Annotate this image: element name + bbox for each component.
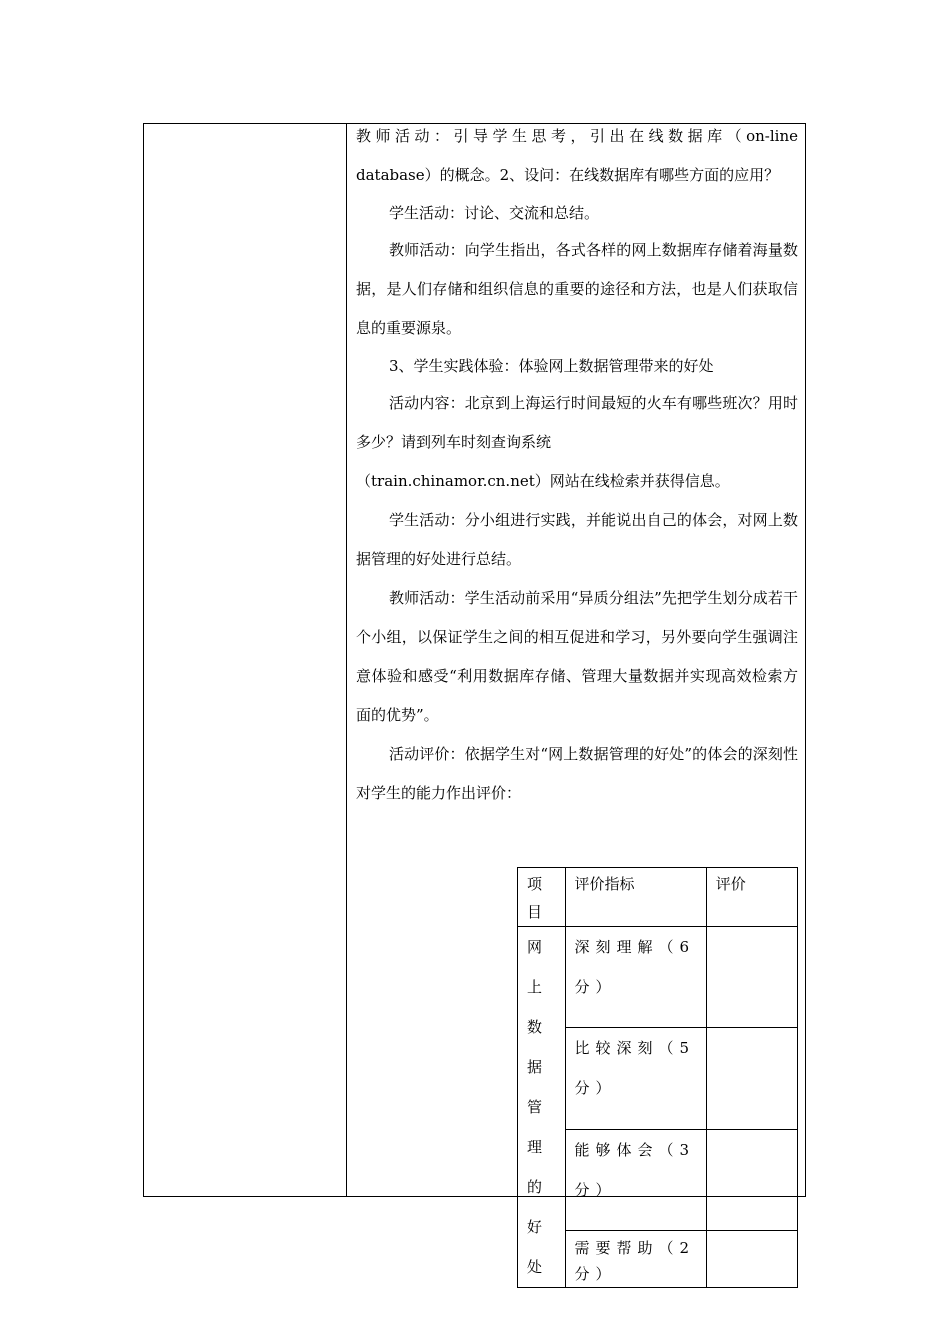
paragraph-activity-content-url: （train.chinamor.cn.net）网站在线检索并获得信息。 [356,472,730,490]
lesson-content [356,117,798,813]
indicator-cell: 比较深刻（5分） [565,1028,706,1129]
header-item: 项目 [518,868,566,927]
paragraph-activity-evaluation: 活动评价：依据学生对“网上数据管理的好处”的体会的深刻性对学生的能力作出评价： [356,745,798,802]
header-indicator: 评价指标 [565,868,706,927]
indicator-cell: 深刻理解（6分） [565,927,706,1028]
paragraph-student-activity-1: 学生活动：讨论、交流和总结。 [389,204,600,222]
indicator-cell: 能够体会（3分） [565,1129,706,1230]
paragraph-practice-heading: 3、学生实践体验：体验网上数据管理带来的好处 [389,357,714,375]
paragraph-teacher-activity-3: 教师活动：学生活动前采用“异质分组法”先把学生划分成若干个小组，以保证学生之间的相互促进和学习，另外要向学生强调注意体验和感受“利用数据库存储、管理大量数据并实现高效检索方面的优势”。 [356,589,798,724]
paragraph-teacher-activity-1b: database）的概念。2、设问：在线数据库有哪些方面的应用？ [356,166,780,184]
paragraph-student-activity-2: 学生活动：分小组进行实践，并能说出自己的体会，对网上数据管理的好处进行总结。 [356,511,798,568]
score-cell [706,927,797,1028]
evaluation-table-header-row [518,868,798,927]
score-cell [706,1231,797,1288]
item-cell: 网上数据管理的好处 [518,927,566,1288]
score-cell [706,1028,797,1129]
header-score: 评价 [706,868,797,927]
score-cell [706,1129,797,1230]
indicator-cell: 需要帮助（2分） [565,1231,706,1288]
evaluation-table [517,867,798,1288]
paragraph-teacher-activity-2: 教师活动：向学生指出，各式各样的网上数据库存储着海量数据，是人们存储和组织信息的重要的途径和方法，也是人们获取信息的重要源泉。 [356,241,798,337]
paragraph-activity-content: 活动内容：北京到上海运行时间最短的火车有哪些班次？用时多少？请到列车时刻查询系统 [356,394,798,451]
paragraph-teacher-activity-1a: 教师活动：引导学生思考，引出在线数据库（on-line [356,127,798,145]
column-divider [346,123,347,1197]
table-row [518,927,798,1028]
